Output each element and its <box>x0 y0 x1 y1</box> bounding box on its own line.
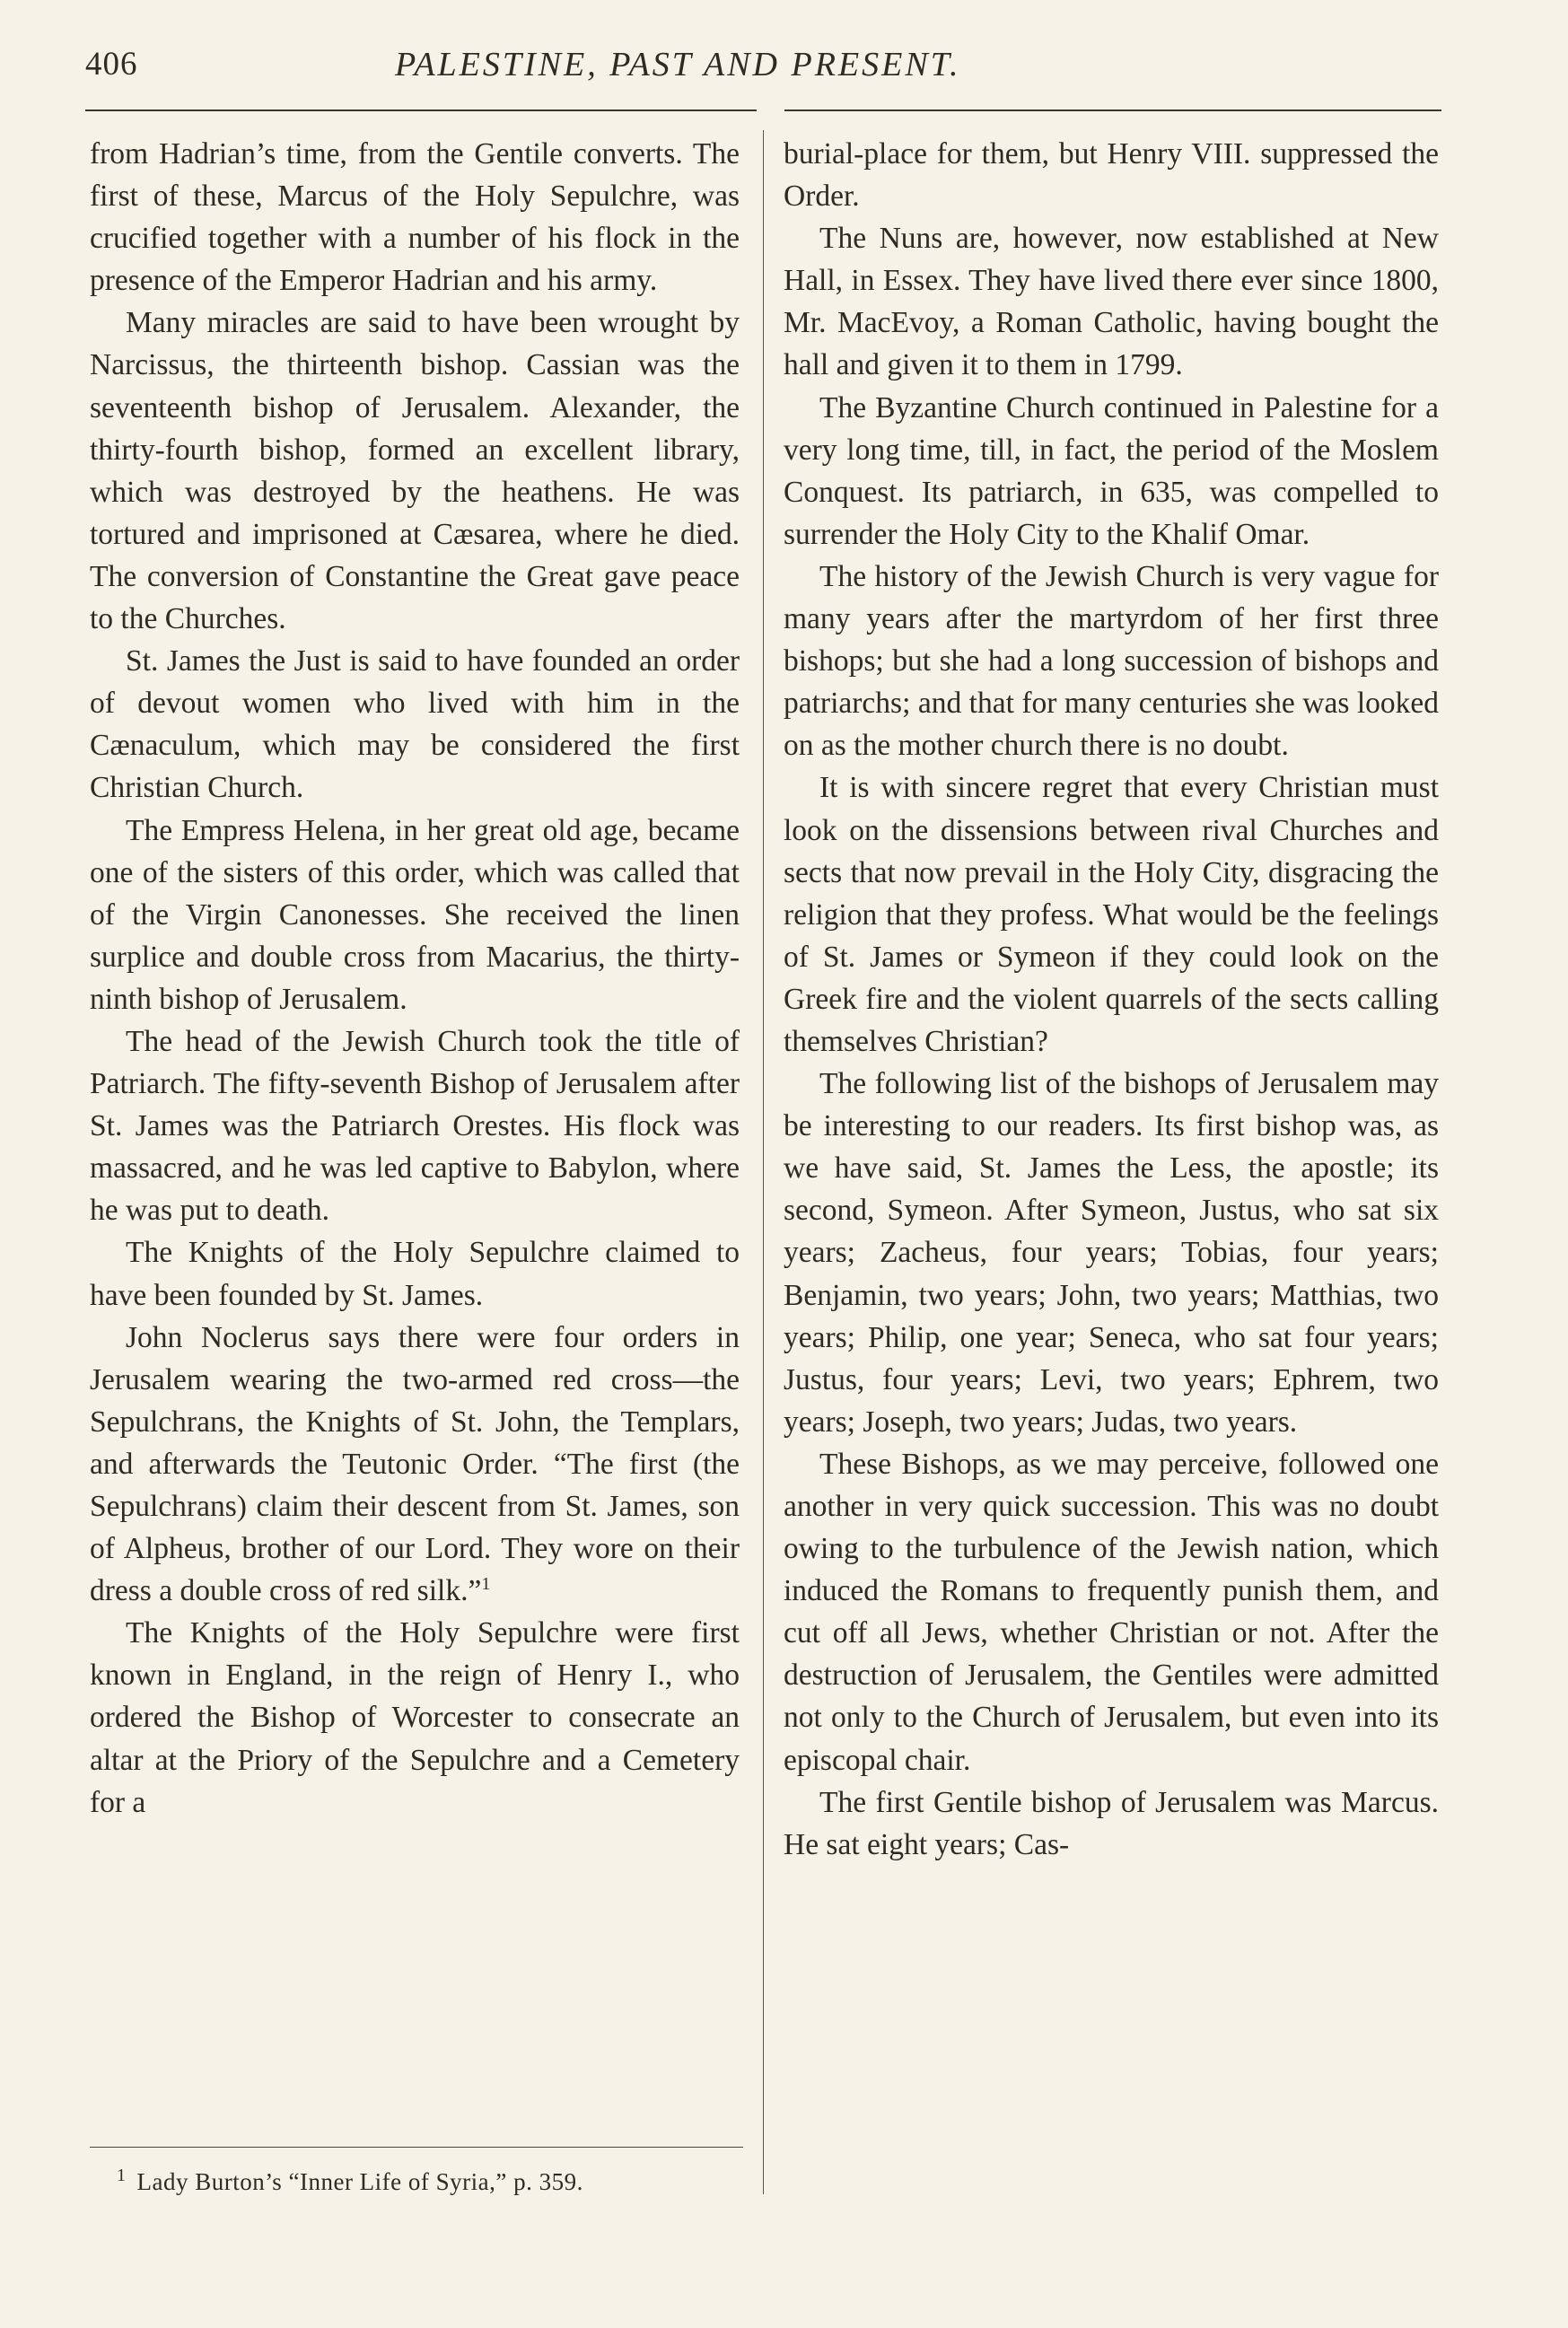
paragraph-text: The Byzantine Church continued in Palestine for a very long time, till, in fact, the period of the Moslem Conquest. Its patriarch, in 635, was compelled to surrender the Holy City to the Khalif Omar. <box>784 390 1439 551</box>
footnote-rule <box>90 2147 743 2148</box>
paragraph <box>784 556 1439 766</box>
paragraph <box>784 217 1439 386</box>
paragraph <box>784 1781 1439 1866</box>
paragraph <box>90 133 740 302</box>
footnote-mark: 1 <box>117 2166 127 2185</box>
paragraph <box>90 810 740 1020</box>
paragraph <box>784 133 1439 217</box>
paragraph <box>90 1020 740 1231</box>
left-column <box>90 133 740 1824</box>
header-rule-right <box>784 109 1441 111</box>
paragraph-text: The first Gentile bishop of Jerusalem was Marcus. He sat eight years; Cas- <box>784 1785 1439 1861</box>
paragraph <box>90 1317 740 1613</box>
paragraph-text: Many miracles are said to have been wrought by Narcissus, the thirteenth bishop. Cassian was the seventeenth bishop of Jerusalem. Alexander, the thirty-fourth bishop, formed an excellent library, which was destroyed by the heathens. He was tortured and imprisoned at Cæsarea, where he died. The conversion of Constantine the Great gave peace to the Churches. <box>90 306 740 636</box>
page-header <box>85 45 1441 99</box>
paragraph-text: John Noclerus says there were four orders in Jerusalem wearing the two-armed red cross—the Sepulchrans, the Knights of St. John, the Templars, and afterwards the Teutonic Order. “The first (the Sepulchrans) claim their descent from St. James, son of Alpheus, brother of our Lord. They wore on their dress a double cross of red silk.” <box>90 1320 740 1608</box>
paragraph-text: burial-place for them, but Henry VIII. suppressed the Order. <box>784 137 1439 214</box>
paragraph <box>784 387 1439 556</box>
paragraph-text: from Hadrian’s time, from the Gentile converts. The first of these, Marcus of the Holy Sepulchre, was crucified together with a number of his flock in the presence of the Emperor Hadrian and his army. <box>90 137 740 298</box>
paragraph <box>784 766 1439 1063</box>
paragraph-text: The Nuns are, however, now established at New Hall, in Essex. They have lived there ever since 1800, Mr. MacEvoy, a Roman Catholic, having bought the hall and given it to them in 1799. <box>784 222 1439 382</box>
paragraph <box>90 1231 740 1316</box>
paragraph-text: These Bishops, as we may perceive, followed one another in very quick succession. This was no doubt owing to the turbulence of the Jewish nation, which induced the Romans to frequently punish them, and cut off all Jews, whether Christian or not. After the destruction of Jerusalem, the Gentiles were admitted not only to the Church of Jerusalem, but even into its episcopal chair. <box>784 1447 1439 1777</box>
footnote <box>117 2166 583 2196</box>
page-number: 406 <box>85 46 138 83</box>
paragraph <box>90 640 740 809</box>
paragraph-text: The following list of the bishops of Jerusalem may be interesting to our readers. Its first bishop was, as we have said, St. James the Less, the apostle; its second, Symeon. After Symeon, Justus, who sat six years; Zacheus, four years; Tobias, four years; Benjamin, two years; John, two years; Matthias, two years; Philip, one year; Seneca, who sat four years; Justus, four years; Levi, two years; Ephrem, two years; Joseph, two years; Judas, two years. <box>784 1067 1439 1439</box>
paragraph <box>90 302 740 640</box>
right-column <box>784 133 1439 1866</box>
header-rule-left <box>85 109 757 111</box>
footnote-text: Lady Burton’s “Inner Life of Syria,” p. 359. <box>136 2168 583 2195</box>
paragraph-text: St. James the Just is said to have founded an order of devout women who lived with him in the Cænaculum, which may be considered the first Christian Church. <box>90 644 740 805</box>
column-divider <box>763 130 764 2194</box>
footnote-reference: 1 <box>481 1574 491 1595</box>
running-title: PALESTINE, PAST AND PRESENT. <box>395 46 961 83</box>
paragraph-text: The Knights of the Holy Sepulchre claimed to have been founded by St. James. <box>90 1236 740 1312</box>
paragraph <box>90 1612 740 1823</box>
paragraph <box>784 1063 1439 1443</box>
paragraph-text: The head of the Jewish Church took the title of Patriarch. The fifty-seventh Bishop of Jerusalem after St. James was the Patriarch Orestes. His flock was massacred, and he was led captive to Babylon, where he was put to death. <box>90 1024 740 1228</box>
paragraph-text: The Knights of the Holy Sepulchre were first known in England, in the reign of Henry I., who ordered the Bishop of Worcester to consecrate an altar at the Priory of the Sepulchre and a Cemetery for a <box>90 1616 740 1819</box>
paragraph-text: The history of the Jewish Church is very vague for many years after the martyrdom of her first three bishops; but she had a long succession of bishops and patriarchs; and that for many centuries she was looked on as the mother church there is no doubt. <box>784 559 1439 763</box>
paragraph-text: The Empress Helena, in her great old age, became one of the sisters of this order, which was called that of the Virgin Canonesses. She received the linen surplice and double cross from Macarius, the thirty-ninth bishop of Jerusalem. <box>90 813 740 1016</box>
paragraph-text: It is with sincere regret that every Christian must look on the dissensions between rival Churches and sects that now prevail in the Holy City, disgracing the religion that they profess. What would be the feelings of St. James or Symeon if they could look on the Greek fire and the violent quarrels of the sects calling themselves Christian? <box>784 771 1439 1058</box>
paragraph <box>784 1443 1439 1781</box>
